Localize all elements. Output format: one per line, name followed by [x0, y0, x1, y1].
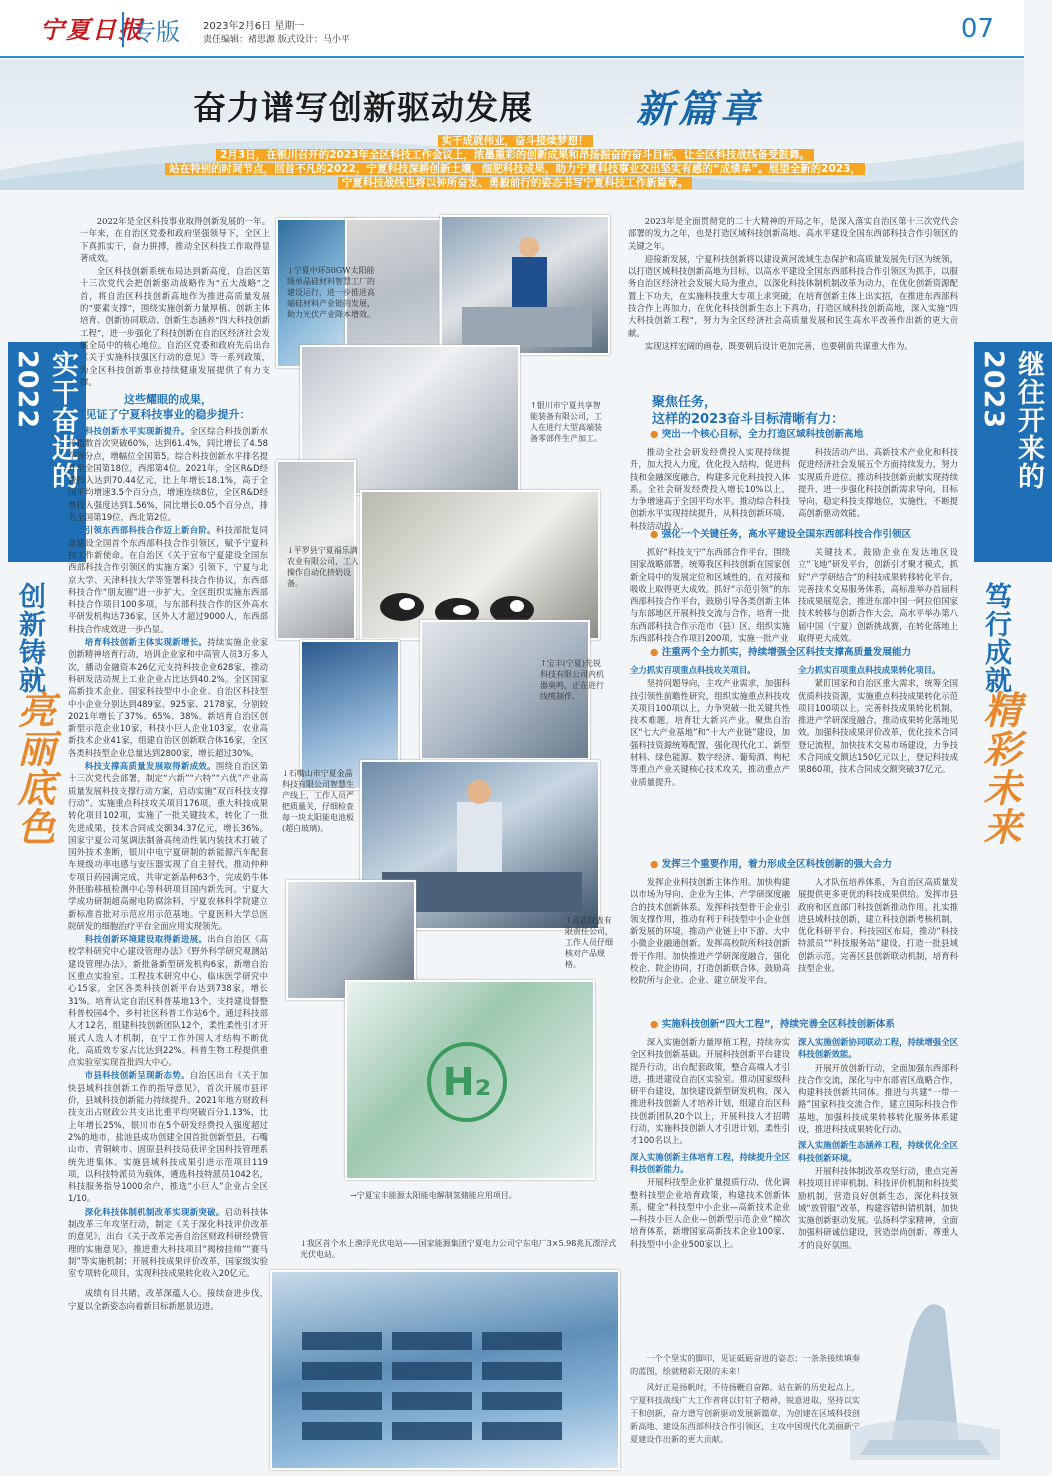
masthead — [0, 0, 1024, 58]
paragraph-text: 围绕自治区第十三次党代会部署，制定“六新”“六特”“六优”产业高质量发展科技支撑行动方案，启动实施“双百科技支撑行动”。实施重点科技攻关项目176项，重大科技成果转化项目102项，实施了一批关键技术，转化了一批先进成果，技术合同成交额34.37亿元，增长36%。国家宁夏公司氢调法制备高纯动性氧内装技术打破了国外技术垄断，银川中电宁夏研制的新能源汽车配套车规级功率电感与安压器实现了自主替代，推动仲种专项日药园满完成，共审定新品种63个，完成奶牛体外胚胎移植检测中心等科研项目国内新先河。宁夏大学成功研制超高耐电防腐涂料，宁夏农林科学院建立新标准首批对示范应用示范基地。宁夏医科大学总医院研发的细胞治疗平台全面应用实现领先。 — [68, 761, 269, 931]
photo-floating-solar-station — [270, 1270, 620, 1470]
monument-icon — [850, 1280, 1000, 1460]
paragraph — [68, 1069, 268, 1204]
left-banner-orange: 亮丽底色 — [11, 690, 56, 846]
paragraph: 2023年是全面贯彻党的二十大精神的开局之年，是深入落实自治区第十三次党代会部署的发力之年，也是打造区域科技创新高地、高水平建设全国东西部科技合作引领区的关键之年。 — [628, 216, 958, 251]
subheading-2 — [650, 528, 911, 541]
worker-figure-icon — [442, 217, 612, 357]
paragraph: 风好正是扬帆时，不待扬鞭自奋蹄。站在新的历史起点上，宁夏科技战线广大工作者将以钉钉子精神，锐意进取，坚持以实干和创新，奋力谱写创新驱动发展新篇章，为创建在区域科技创新高地、建设东西部科技合作引领区，主攻中国现代化美丽新宁夏建设作出新的更大贡献。 — [630, 1382, 860, 1444]
intro-line: 2月3日，在银川召开的2023年全区科技工作会议上，浓墨重彩的创新成果和昂扬振奋的奋斗目标，让全区科技战线备受鼓舞。 — [216, 149, 814, 161]
bold-lead: 深入实施创新协同联动工程，持续增强全区科技创新效能。 — [798, 1037, 958, 1060]
sculpture-illustration — [850, 1280, 1000, 1460]
paragraph: 深入实施创新力量厚植工程，持续夯实全区科技创新基础。开展科技创新平台建设提升行动，出台配套政策，整合高端人才引进，推进建设自治区实验室。推动国家级科研平台建设，加快建设新型研发机构，深入推进科技创新人才培养计划，组建自治区科技创新团队20个以上，开展科技人才招聘行动，实施科技创新人才引进计划，柔性引才100名以上。 — [630, 1037, 790, 1146]
intro-line: 实干成就伟业，奋斗接续梦想！ — [438, 135, 593, 147]
section-label: 专版 — [122, 12, 180, 47]
paragraph: 全区科技创新系统布局达到新高度，自治区第十三次党代会把创新驱动战略作为“五大战略”之首，将自治区科技创新高地作为推进高质量发展的“要素支撑”，围绕实施创新力量厚植、创新主体培育、创新协同联动、创新生态涵养“四大科技创新工程”，进一步强化了科技创新在自治区经济社会发展全局中的核心地位。自治区党委和政府先后出台《关于实施科技强区行动的意见》等一系列政策，为全区科技创新事业持续健康发展提供了有力支撑。 — [80, 266, 270, 387]
paragraph-text: 持续实施企业家创新精神培育行动，培训企业家和中高管人员3万多人次，播动金融资本26亿元支持科技企业628家，推动科研发活动规上工业企业占比达到40.2%。全区国家高新技术企业、国家科技型中小企业、自治区科技型中小企业分别达到489家、925家、2178家，分别较2021年增长了37%、65%、38%。新培育自治区创新型示范企业10家，科技小巨人企业103家，农业高新技术企业41家，组建自治区创新联合体16家，全区各类科技型企业总量达到2800家，增长超过30%。 — [68, 637, 269, 758]
bold-lead: 引领东西部科技合作迈上新台阶。 — [84, 525, 216, 536]
paragraph-text: 启动科技体制改革三年攻坚行动，制定《关于深化科技评价改革的意见》，出台《关于改革完善自治区财政科研经费管理的实施意见》，推进重大科技项目“揭榜挂帅”“赛马制”等实施机制；开展科技成果评价改革，国家级实验室专项转化项目，实现科技成果转化收入20亿元。 — [68, 1206, 269, 1279]
s3-right — [798, 664, 958, 777]
heading-line: 这样的2023奋斗目标清晰有力： — [652, 412, 845, 427]
caption: →宁夏宝丰能源太阳能电解制氢储能应用项目。 — [350, 1191, 517, 1200]
caption: ↑灵武仪表有限责任公司，工作人员仔细核对产品规格。 — [565, 916, 613, 969]
solar-panels-icon — [272, 1272, 622, 1472]
right-banner-blue: 笃行成就 — [980, 582, 1011, 694]
bullet-icon: ● — [650, 1019, 659, 1030]
bold-lead: 深化科技体制机制改革实现新突破。 — [84, 1206, 225, 1217]
right-banner-box: 继往开来的2023 — [974, 342, 1052, 562]
paragraph: 关键技术。鼓励企业在发达地区设立“飞地”研发平台，创新引才聚才模式，抓好“产学研结合”的科技成果转移转化平台，完善技术交易服务体系，高标准举办首届科技成果展览会，推进东部中国一阿拉伯国家技术转移与创新合作大会，高水平举办第八届中国（宁夏）创新挑战赛，在转化落地上取得更大成效。 — [798, 547, 958, 644]
newspaper-logo: 宁夏日报 — [40, 15, 144, 44]
paragraph-text: 自治区出台《关于加快县域科技创新工作的指导意见》，首次开展市县评价，县域科技创新能力持续提升。2021年地方财政科技支出占财政公共支出比重平均突破百分1.13%，比上年增长25%，银川市在5个研发经费投入强度超过2%的地市，盐池县成功创建全国首批创新型县，石嘴山市、青铜峡市、固原县科技局获评全国科技管理系统先进集体。实施县域科技成果引进示范项目119项，以科技特派员为载体，遴选科技特派员1042名，科技服务指导1000余户，推选“小巨人”企业占全区1/10。 — [68, 1070, 269, 1204]
paragraph: 开展科技型企业扩量提质行动，优化调整科技型企业培育政策，构建技术创新体系，健全“科技型中小企业—高新技术企业—科技小巨人企业—创新型示范企业”梯次培育体系，新增国家高新技术企业100家、科技型中小企业500家以上。 — [630, 1177, 790, 1249]
photo-equipment-worker — [440, 215, 610, 355]
subheading-5 — [650, 1018, 895, 1031]
paragraph: 开展科技体制改革攻坚行动，重点完善科技项目评审机制、科技评价机制和科技奖励机制，营造良好创新生态，深化科技领域“放管服”改革，构建容错纠错机制，加快实施创新驱动发展。弘扬科学家精神，全面加强科研诚信建设，营造崇尚创新、尊重人才的良好氛围。 — [798, 1165, 958, 1250]
caption: ↓平罗县宁夏福乐满农业有限公司，工人操作自动化挤奶设备。 — [287, 546, 359, 588]
headline: 奋力谱写创新驱动发展 — [193, 88, 533, 127]
subheading-1 — [650, 428, 863, 441]
right-side-banner — [964, 330, 1044, 890]
paragraph-text: 科技部批复同意建设全国首个东西部科技合作引领区，赋予宁夏科技工作新使命。在自治区《关于宣布宁夏建设全国东西部科技合作引领区的实施方案》引领下，宁夏与北京大学、天津科技大学等签署科技合作协议，东西部科技合作“朋友圈”进一步扩大。全区组织实施东西部科技合作项目100多项，与东部科技合作的区外高水平研发机构达736家，区外人才超过9000人，东西部科技合作成效进一步凸显。 — [68, 525, 269, 634]
paragraph: 迎接新发展，宁夏科技创新将以建设黄河流域生态保护和高质量发展先行区为统领，以打造区域科技创新高地为目标，以高水平建设全国东西部科技合作引领区为抓手，以服务自治区经济社会发展大局为重点，以深化科技体制机制改革为动力，在优化创新资源配置上下功夫，在实施科技重大专项上求突破，在培育创新主体上出实招，在推进东西部科技合作上再加力，在优化科技创新生态上下真功，打造区域科技创新高地，深入实施“四大科技创新工程”，努力为全区经济社会高质量发展和民生高水平改善作出新的更大贡献。 — [628, 253, 958, 338]
paragraph — [68, 760, 268, 932]
caption: ↓石嘴山市宁夏金晶科技有限公司智慧生产线上，工作人员严把质量关，仔细检查每一块太阳能电池板(超白玻璃)。 — [282, 769, 354, 833]
paragraph-text: 出台自治区《高校学科研究中心建设管理办法》《野外科学研究观测站建设管理办法》，新批备新型研发机构6家，新增自治区重点实验室、工程技术研究中心、临床医学研究中心15家，全区各类科技创新平台达到738家，增长31%。培育认定自治区科普基地13个，支持建设督整科普校园4个、乡村社区科普工作站6个。通过科技部人才12名，组建科技创新团队12个，柔性柔性引才开展式人选人才机制，在宁工作外国人才结构不断优化，高质效专家占比达到22%。科普生物工程提供重点实验室实现首批四大中心。 — [68, 934, 269, 1068]
headline-highlight: 新篇章 — [636, 86, 763, 131]
paragraph — [68, 524, 268, 635]
s1-left — [630, 446, 790, 533]
paragraph: 推动全社会研发经费投入实现持续提升，加大投入力度，优化投入结构，促进科技和金融深度融合，构建多元化科技投入体系。全社会研发经费投入增长10%以上，力争增速高于全国平均水平。推动综合科技创新水平实现持续提升，从科技创新环境、科技活动投入、 — [630, 447, 790, 531]
paragraph: 2022年是全区科技事业取得创新发展的一年。一年来，在自治区党委和政府坚强领导下，全区上下真抓实干，奋力拼搏，推动全区科技工作取得显著成效。 — [80, 216, 270, 263]
left-banner-box: 实干奋进的2022 — [8, 342, 86, 562]
subheading-3 — [650, 646, 911, 659]
s2-right — [798, 546, 958, 645]
col1-body — [68, 425, 268, 1313]
paragraph: 抓好“科技支宁”东西部合作平台，围绕国家战略部署，统筹我区科技创新在国家创新全局中的发展定位和区域性的，在对接和吸收上取得更大成效。抓好“示范引领”的东西部科技合作平台，鼓励引导各类创新主体与东部地区开展科技交流与合作，培育一批东西部科技合作示范市（县）区，组织实施东西部科技合作项目200项，实施一批产业 — [630, 547, 790, 644]
caption: ↓我区首个水上渔浮光伏电站——国家能源集团宁夏电力公司宁东电厂3×5.98兆瓦漂浮式光伏电站。 — [300, 1239, 617, 1259]
s4-right — [798, 876, 958, 975]
caption: ↓宁夏中环50GW太阳能级单晶硅材料智慧工厂的建设运行，进一步推进高端硅材料产业链的发展，助力光伏产业降本增效。 — [287, 266, 375, 319]
s1-right — [798, 446, 958, 521]
bold-lead: 科技创新水平实现新提升。 — [84, 426, 190, 436]
subheading-text: 突出一个核心目标，全力打造区域科技创新高地 — [661, 429, 864, 440]
bullet-icon: ● — [650, 429, 659, 440]
s5-right — [798, 1036, 958, 1252]
bold-lead: 培育科技创新主体实现新增长。 — [84, 637, 208, 648]
heading-line: 聚焦任务， — [652, 395, 718, 410]
paragraph — [68, 636, 268, 759]
caption: ↑宝丰(宁夏)先锐科技有限公司内机器臭鸣，正在进行线缆制作。 — [540, 659, 604, 701]
closing-paragraphs — [630, 1352, 860, 1446]
bullet-icon: ● — [650, 859, 659, 870]
bullet-icon: ● — [650, 647, 659, 658]
col2-intro — [628, 215, 958, 353]
col2-section-heading — [652, 394, 844, 428]
paragraph-text: 全区综合科技创新水平指数首次突破60%，达到61.4%，同比增长了4.58个百分点，增幅位全国第5。综合科技创新水平排名提升至全国第18位，西部第4位。2021年，全区R&D经费投入达到70.44亿元，比上年增长18.1%，高于全国平均增速3.5个百分点，增速连续8位，全区R&D经费投入强度达到1.56%，同比增长0.05个百分点，排名全国第19位，西北第2位。 — [68, 426, 269, 523]
subheading-text: 强化一个关键任务，高水平建设全国东西部科技合作引领区 — [661, 529, 912, 540]
caption: ↑银川市宁夏共享智能装备有限公司，工人在进行大型高端装备零部件生产加工。 — [530, 401, 602, 443]
paragraph: 实现这样宏阔的画卷，既要朝后设计更加完善，也要朝前共谋重大作为。 — [644, 340, 913, 351]
left-side-banner — [0, 330, 78, 890]
left-banner-blue: 创新铸就 — [14, 582, 45, 694]
bold-lead: 科技创新环境建设取得新进展。 — [84, 934, 208, 945]
intro-line: 宁夏科技战线也将以钟所奋发、勇毅前行的姿态书写宁夏科技工作新篇章。 — [338, 177, 693, 189]
paragraph: 开展开放创新行动，全面加强东西部科技合作交流，深化与中东部省区战略合作，构建科技创新共同体。推进与共建“一带一路”国家科技交流合作，建立国际科技合作基地，加强科技成果转移转化服务体系建设，推进科技成果转化行动。 — [798, 1062, 958, 1135]
paragraph: 人才队伍培养体系，为自治区高质量发展提供更多更优的科技成果供给。发挥市县政府和区直部门科技创新推动作用。扎实推进县域科技创新，建立科技创新考核机制，优化科研平台、科技园区布局，推动“科技特派员”“科技服务站”建设，打造一批县域创新示范，完善区县创新联动机制，培育科技型企业。 — [798, 877, 958, 974]
s5-left — [630, 1036, 790, 1251]
bold-lead: 全力抓实百项重点科技攻关项目。 — [630, 665, 756, 675]
right-banner-orange: 精彩未来 — [977, 690, 1022, 846]
paragraph — [68, 933, 268, 1068]
subheading-text: 发挥三个重要作用，着力形成全区科技创新的强大合力 — [661, 859, 892, 870]
paragraph: 坚持问题导向，主攻产业需求，加强科技引领性前瞻性研究，组织实施重点科技攻关项目100项以上，力争突破一批关键共性技术难题，培育壮大新兴产业。聚焦自治区“七大产业基地”和“十大产业链”建设，加强科技资源统筹配置，强化现代化工、新型材料、绿色能源、数字经济、葡萄酒、枸杞等重点产业关键核心技术攻关，推动重点产业质量提升。 — [630, 678, 790, 787]
bold-lead: 全力抓实百项重点科技成果转化项目。 — [798, 665, 941, 675]
hydrogen-sign: H₂ — [427, 1042, 507, 1122]
paragraph — [68, 425, 268, 523]
intro-line: 站在特别的时间节点，回首不凡的2022，宁夏科技深耕创新土壤，细肥科技成果，助力宁夏科技事业交出坚实有感的“成绩单”。展望全新的2023， — [165, 163, 865, 175]
paragraph: 发挥企业科技创新主体作用。加快构建以市场为导向、企业为主体、产学研深度融合的技术创新体系。发挥科技型骨干企业引领支撑作用，推动有利于科技型中小企业创新发展的环境，推动产业链上中下游、大中小微企业融通创新。发挥高校院所科技创新骨干作用。加快推进产学研深度融合，强化校企、院企协同，打造创新联合体，鼓励高校院所与企业、企业、建立研发平台。 — [630, 877, 790, 986]
bullet-icon: ● — [650, 529, 659, 540]
intro-block — [120, 134, 910, 190]
paragraph — [68, 1206, 268, 1280]
paragraph: 成绩有目共睹，改革深蕴人心。接续奋进步伐，宁夏以全新姿态向着新目标新愿景迈进。 — [68, 1288, 268, 1311]
paragraph: 紧盯国家和自治区重大需求，统筹全国优质科技资源，实施重点科技成果转化示范项目100项以上，完善科技成果转化机制，推进产学研深度融合，推动成果转化落地见效。加强科技成果评价改革，优化技术合同登记流程，加快技术交易市场建设，力争技术合同成交额达150亿元以上，登记科技成果860项，技术合同成交额突破37亿元。 — [798, 678, 958, 775]
paragraph: 一个个坚实的脚印，见证砥砺奋进的姿态；一条条接续填奏的蓝图，绘就精彩无限的未来！ — [630, 1353, 860, 1376]
col1-intro — [80, 215, 270, 389]
bold-lead: 科技支撑高质量发展取得新成效。 — [84, 761, 216, 772]
s4-left — [630, 876, 790, 988]
bold-lead: 深入实施创新生态涵养工程，持续优化全区科技创新环境。 — [798, 1140, 958, 1163]
issue-date: 2023年2月6日 星期一 — [203, 21, 305, 32]
photo-hydrogen-building — [345, 980, 595, 1180]
heading-line: 这些耀眼的成果， — [124, 393, 212, 406]
subheading-text: 实施科技创新“四大工程”，持续完善全区科技创新体系 — [661, 1019, 895, 1030]
subheading-text: 注重两个全力抓实，持续增强全区科技支撑高质量发展能力 — [661, 647, 912, 658]
col1-section-heading — [68, 392, 268, 422]
editor-credits: 责任编辑：褚思源 版式设计：马小平 — [203, 35, 350, 45]
page-number: 07 — [960, 14, 994, 44]
s3-left — [630, 664, 790, 789]
subheading-4 — [650, 858, 892, 871]
heading-line: 见证了宁夏科技事业的稳步提升： — [85, 408, 251, 421]
bold-lead: 市县科技创新呈现新态势。 — [84, 1070, 190, 1081]
paragraph: 科技活动产出、高新技术产业化和科技促进经济社会发展五个方面持续发力，努力实现质升进位。推动科技创新贡献实现持续提升，进一步强化科技创新需求导向，目标导向，稳定科技支撑地位，实施性，不断提高创新驱动效能。 — [798, 447, 958, 519]
s2-left — [630, 546, 790, 645]
bold-lead: 深入实施创新主体培育工程，持续提升全区科技创新能力。 — [630, 1151, 790, 1174]
photo-milking-parlor — [360, 490, 600, 640]
